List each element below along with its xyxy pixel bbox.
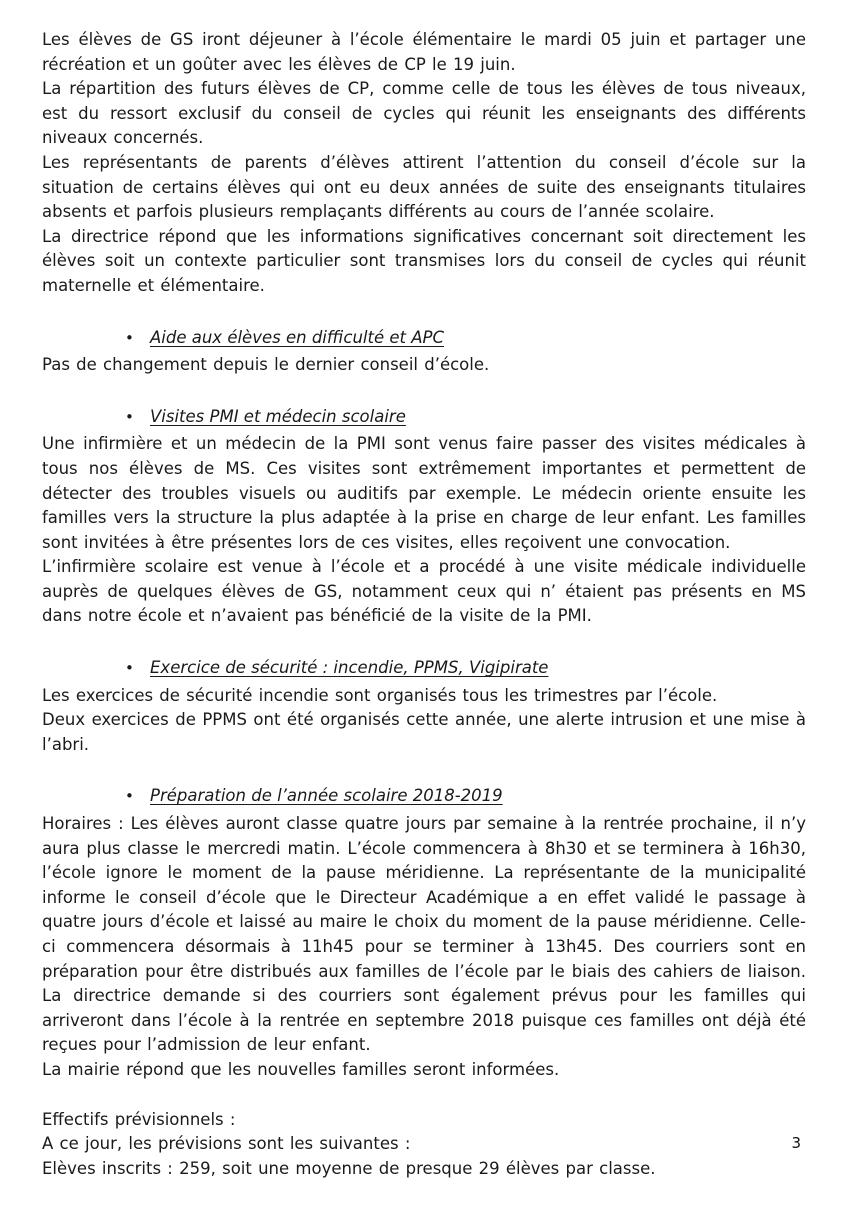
paragraph-horaires: Horaires : Les élèves auront classe quatre jours par semaine à la rentrée prochaine, il n’y aura plus classe le mercredi matin. L’école commencera à 8h30 et se terminera à 16h30, l’école ignore le moment de la pause méridienne. La représentante de la municipalité informe le conseil d’école que le Directeur Académique a en effet validé le passage à quatre jours d’école et laissé au maire le choix du moment de la pause méridienne. Celle-ci commencera désormais à 11h45 pour se terminer à 13h45. Des courriers sont en préparation pour être distribués aux familles de l’école par le biais des cahiers de liaison. La directrice demande si des courriers sont également prévus pour les familles qui arriveront dans l’école à la rentrée en septembre 2018 puisque ces familles ont déjà été reçues pour l’admission de leur enfant. (42, 814, 806, 1055)
page-number: 3 (791, 1134, 801, 1152)
paragraph-representants-parents: Les représentants de parents d’élèves attirent l’attention du conseil d’école sur la situation de certains élèves qui ont eu deux années de suite des enseignants titulaires absents et parfois plusieurs remplaçants différents au cours de l’année scolaire. (42, 152, 806, 222)
section-heading-visites-pmi: Visites PMI et médecin scolaire (150, 406, 406, 426)
paragraph-exercices-incendie: Les exercices de sécurité incendie sont organisés tous les trimestres par l’école. (42, 685, 718, 705)
section-heading-exercice-securite: Exercice de sécurité : incendie, PPMS, Vigipirate (150, 658, 549, 678)
paragraph-mairie-repond: La mairie répond que les nouvelles familles seront informées. (42, 1059, 560, 1079)
paragraph-infirmiere-medecin-pmi: Une infirmière et un médecin de la PMI sont venus faire passer des visites médicales à tous nos élèves de MS. Ces visites sont extrêmement importantes et permettent de détecter des troubles visuels ou auditifs par exemple. Le médecin oriente ensuite les familles vers la structure la plus adaptée à la prise en charge de leur enfant. Les familles sont invitées à être présentes lors de ces visites, elles reçoivent une convocation. (42, 434, 806, 552)
bullet-icon: • (125, 407, 134, 426)
bullet-icon: • (125, 328, 134, 347)
section-heading-preparation-annee: Préparation de l’année scolaire 2018-2019 (150, 786, 503, 806)
effectifs-block (42, 1108, 806, 1182)
paragraph-gs-dejeuner: Les élèves de GS iront déjeuner à l’école élémentaire le mardi 05 juin et partager une récréation et un goûter avec les élèves de CP le 19 juin. (42, 30, 806, 74)
effectifs-title: Effectifs prévisionnels : (42, 1109, 236, 1129)
section-heading-row (125, 784, 806, 809)
paragraph-exercices-ppms: Deux exercices de PPMS ont été organisés cette année, une alerte intrusion et une mise à l’abri. (42, 710, 806, 754)
bullet-icon: • (125, 787, 134, 806)
paragraph-infirmiere-scolaire: L’infirmière scolaire est venue à l’école et a procédé à une visite médicale individuelle auprès de quelques élèves de GS, notamment ceux qui n’ étaient pas présents en MS dans notre école et n’avaient pas bénéficié de la visite de la PMI. (42, 557, 806, 626)
section-visites-pmi (42, 405, 806, 629)
paragraph-directrice-repond: La directrice répond que les informations significatives concernant soit directement les élèves soit un contexte particulier sont transmises lors du conseil de cycles qui réunit maternelle et élémentaire. (42, 226, 806, 295)
section-aide-eleves (42, 326, 806, 378)
effectifs-inscrits: Elèves inscrits : 259, soit une moyenne de presque 29 élèves par classe. (42, 1158, 656, 1178)
section-heading-row (125, 326, 806, 351)
section-exercice-securite (42, 656, 806, 757)
section-heading-row (125, 405, 806, 430)
section-preparation-annee (42, 784, 806, 1082)
section-heading-row (125, 656, 806, 681)
paragraph-pas-de-changement: Pas de changement depuis le dernier conseil d’école. (42, 355, 490, 375)
section-heading-aide-eleves: Aide aux élèves en difficulté et APC (150, 327, 444, 347)
bullet-icon: • (125, 659, 134, 678)
effectifs-previsions: A ce jour, les prévisions sont les suivantes : (42, 1134, 411, 1154)
document-body (42, 28, 806, 1181)
paragraph-repartition-cp: La répartition des futurs élèves de CP, comme celle de tous les élèves de tous niveaux, est du ressort exclusif du conseil de cycles qui réunit les enseignants des différents niveaux concernés. (42, 79, 806, 148)
